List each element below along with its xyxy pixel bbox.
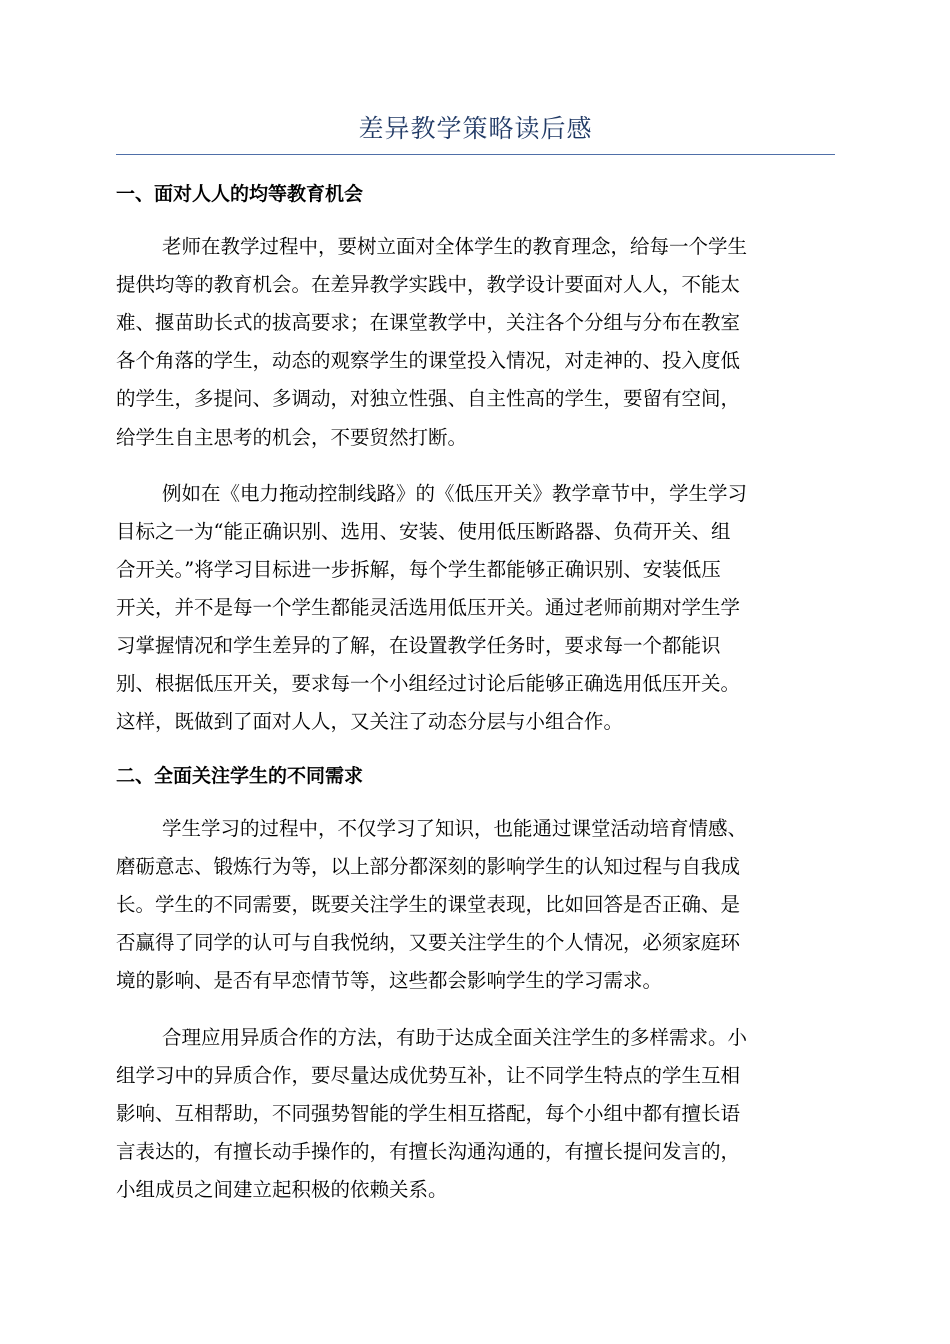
paragraph-line: 的学生，多提问、多调动，对独立性强、自主性高的学生，要留有空间， (116, 387, 741, 410)
paragraph-line: 组学习中的异质合作，要尽量达成优势互补，让不同学生特点的学生互相 (116, 1064, 741, 1087)
paragraph-line: 别、根据低压开关，要求每一个小组经过讨论后能够正确选用低压开关。 (116, 672, 741, 695)
paragraph-line: 磨砺意志、锻炼行为等，以上部分都深刻的影响学生的认知过程与自我成 (116, 855, 741, 878)
paragraph-line: 境的影响、是否有早恋情节等，这些都会影响学生的学习需求。 (116, 969, 663, 992)
paragraph-line: 合理应用异质合作的方法，有助于达成全面关注学生的多样需求。小 (162, 1026, 748, 1049)
paragraph-line: 目标之一为“能正确识别、选用、安装、使用低压断路器、负荷开关、组 (116, 520, 731, 543)
paragraph-line: 各个角落的学生，动态的观察学生的课堂投入情况，对走神的、投入度低 (116, 349, 741, 372)
paragraph-line: 这样，既做到了面对人人，又关注了动态分层与小组合作。 (116, 710, 624, 733)
title-underline (116, 154, 835, 155)
paragraph-line: 影响、互相帮助，不同强势智能的学生相互搭配，每个小组中都有擅长语 (116, 1102, 741, 1125)
paragraph-line: 老师在教学过程中，要树立面对全体学生的教育理念，给每一个学生 (162, 235, 748, 258)
paragraph-line: 例如在《电力拖动控制线路》的《低压开关》教学章节中，学生学习 (162, 482, 748, 505)
section-heading-1: 一、面对人人的均等教育机会 (116, 183, 364, 205)
paragraph-line: 习掌握情况和学生差异的了解，在设置教学任务时，要求每一个都能识 (116, 634, 721, 657)
paragraph-line: 学生学习的过程中，不仅学习了知识，也能通过课堂活动培育情感、 (162, 817, 748, 840)
paragraph-line: 否赢得了同学的认可与自我悦纳，又要关注学生的个人情况，必须家庭环 (116, 931, 741, 954)
paragraph-line: 言表达的，有擅长动手操作的，有擅长沟通沟通的，有擅长提问发言的， (116, 1140, 741, 1163)
paragraph-line: 长。学生的不同需要，既要关注学生的课堂表现，比如回答是否正确、是 (116, 893, 741, 916)
paragraph-line: 难、揠苗助长式的拔高要求；在课堂教学中，关注各个分组与分布在教室 (116, 311, 741, 334)
paragraph-line: 给学生自主思考的机会，不要贸然打断。 (116, 426, 468, 449)
paragraph-line: 小组成员之间建立起积极的依赖关系。 (116, 1178, 448, 1201)
page-title: 差异教学策略读后感 (358, 114, 593, 143)
paragraph-line: 开关，并不是每一个学生都能灵活选用低压开关。通过老师前期对学生学 (116, 596, 741, 619)
paragraph-line: 提供均等的教育机会。在差异教学实践中，教学设计要面对人人，不能太 (116, 273, 741, 296)
paragraph-line: 合开关。”将学习目标进一步拆解，每个学生都能够正确识别、安装低压 (116, 558, 721, 581)
section-heading-2: 二、全面关注学生的不同需求 (116, 765, 364, 787)
